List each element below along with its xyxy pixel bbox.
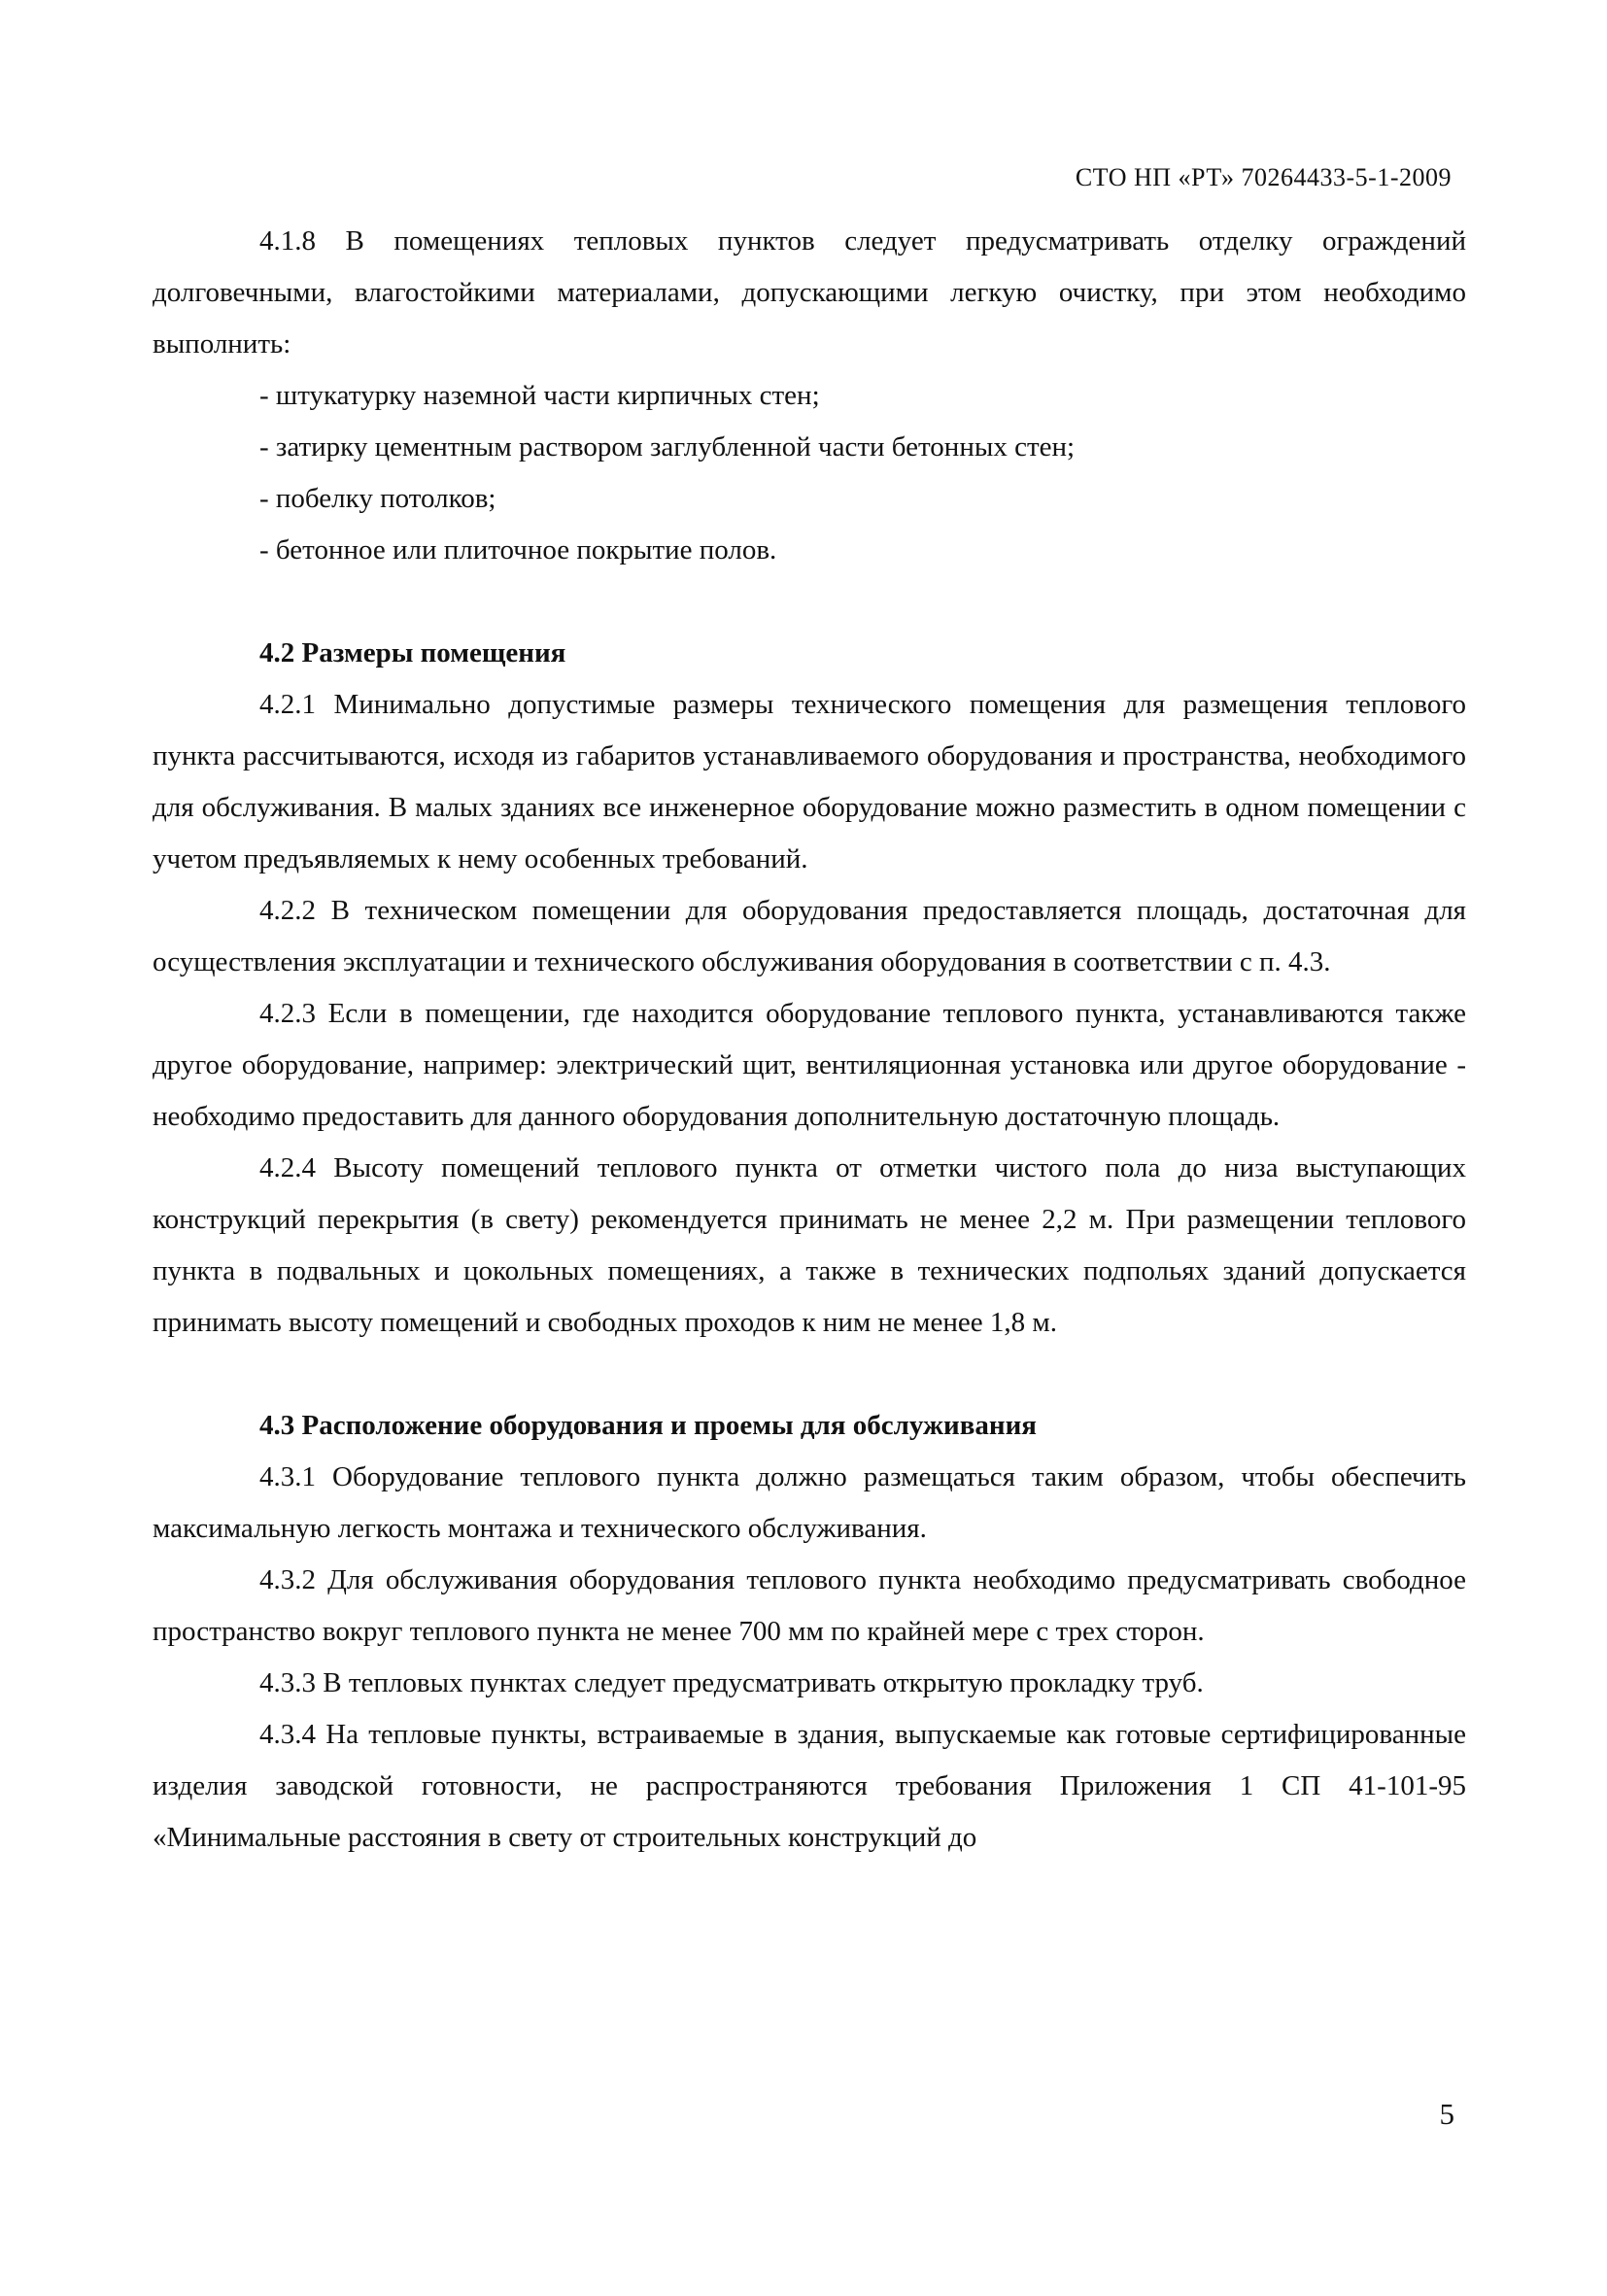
paragraph-4-2-3: 4.2.3 Если в помещении, где находится оборудование теплового пункта, устанавливаются также другое оборудование, например: электрический щит, вентиляционная установка или другое оборудование - необходимо предоставить для данного оборудования дополнительную достаточную площадь.: [153, 998, 1466, 1132]
section-heading-4-3: 4.3 Расположение оборудования и проемы для обслуживания: [259, 1410, 1037, 1441]
spacer: [153, 576, 1466, 628]
paragraph-4-2-2: 4.2.2 В техническом помещении для оборудования предоставляется площадь, достаточная для осуществления эксплуатации и технического обслуживания оборудования в соответствии с п. 4.3.: [153, 895, 1466, 977]
document-code-header: СТО НП «РТ» 70264433-5-1-2009: [1075, 163, 1452, 191]
section-heading-4-2: 4.2 Размеры помещения: [259, 637, 566, 668]
paragraph-4-1-8: 4.1.8 В помещениях тепловых пунктов следует предусматривать отделку ограждений долговечными, влагостойкими материалами, допускающими легкую очистку, при этом необходимо выполнить:: [153, 225, 1466, 360]
paragraph-4-3-4: 4.3.4 На тепловые пункты, встраиваемые в здания, выпускаемые как готовые сертифицированные изделия заводской готовности, не распространяются требования Приложения 1 СП 41-101-95 «Минимальные расстояния в свету от строительных конструкций до: [153, 1719, 1466, 1853]
list-item: - штукатурку наземной части кирпичных стен;: [259, 380, 820, 411]
paragraph-4-3-3: 4.3.3 В тепловых пунктах следует предусматривать открытую прокладку труб.: [259, 1667, 1204, 1698]
paragraph-4-3-2: 4.3.2 Для обслуживания оборудования теплового пункта необходимо предусматривать свободное пространство вокруг теплового пункта не менее 700 мм по крайней мере с трех сторон.: [153, 1564, 1466, 1647]
list-item: - бетонное или плиточное покрытие полов.: [259, 534, 777, 565]
paragraph-4-3-1: 4.3.1 Оборудование теплового пункта должно размещаться таким образом, чтобы обеспечить максимальную легкость монтажа и технического обслуживания.: [153, 1461, 1466, 1544]
list-item: - затирку цементным раствором заглубленной части бетонных стен;: [259, 431, 1076, 463]
spacer: [153, 1349, 1466, 1400]
page-number: 5: [1439, 2097, 1454, 2131]
document-body: [153, 216, 1466, 1864]
paragraph-4-2-4: 4.2.4 Высоту помещений теплового пункта от отметки чистого пола до низа выступающих конструкций перекрытия (в свету) рекомендуется принимать не менее 2,2 м. При размещении теплового пункта в подвальных и цокольных помещениях, а также в технических подпольях зданий допускается принимать высоту помещений и свободных проходов к ним не менее 1,8 м.: [153, 1152, 1466, 1338]
list-item: - побелку потолков;: [259, 483, 496, 514]
paragraph-4-2-1: 4.2.1 Минимально допустимые размеры технического помещения для размещения теплового пункта рассчитываются, исходя из габаритов устанавливаемого оборудования и пространства, необходимого для обслуживания. В малых зданиях все инженерное оборудование можно разместить в одном помещении с учетом предъявляемых к нему особенных требований.: [153, 689, 1466, 874]
